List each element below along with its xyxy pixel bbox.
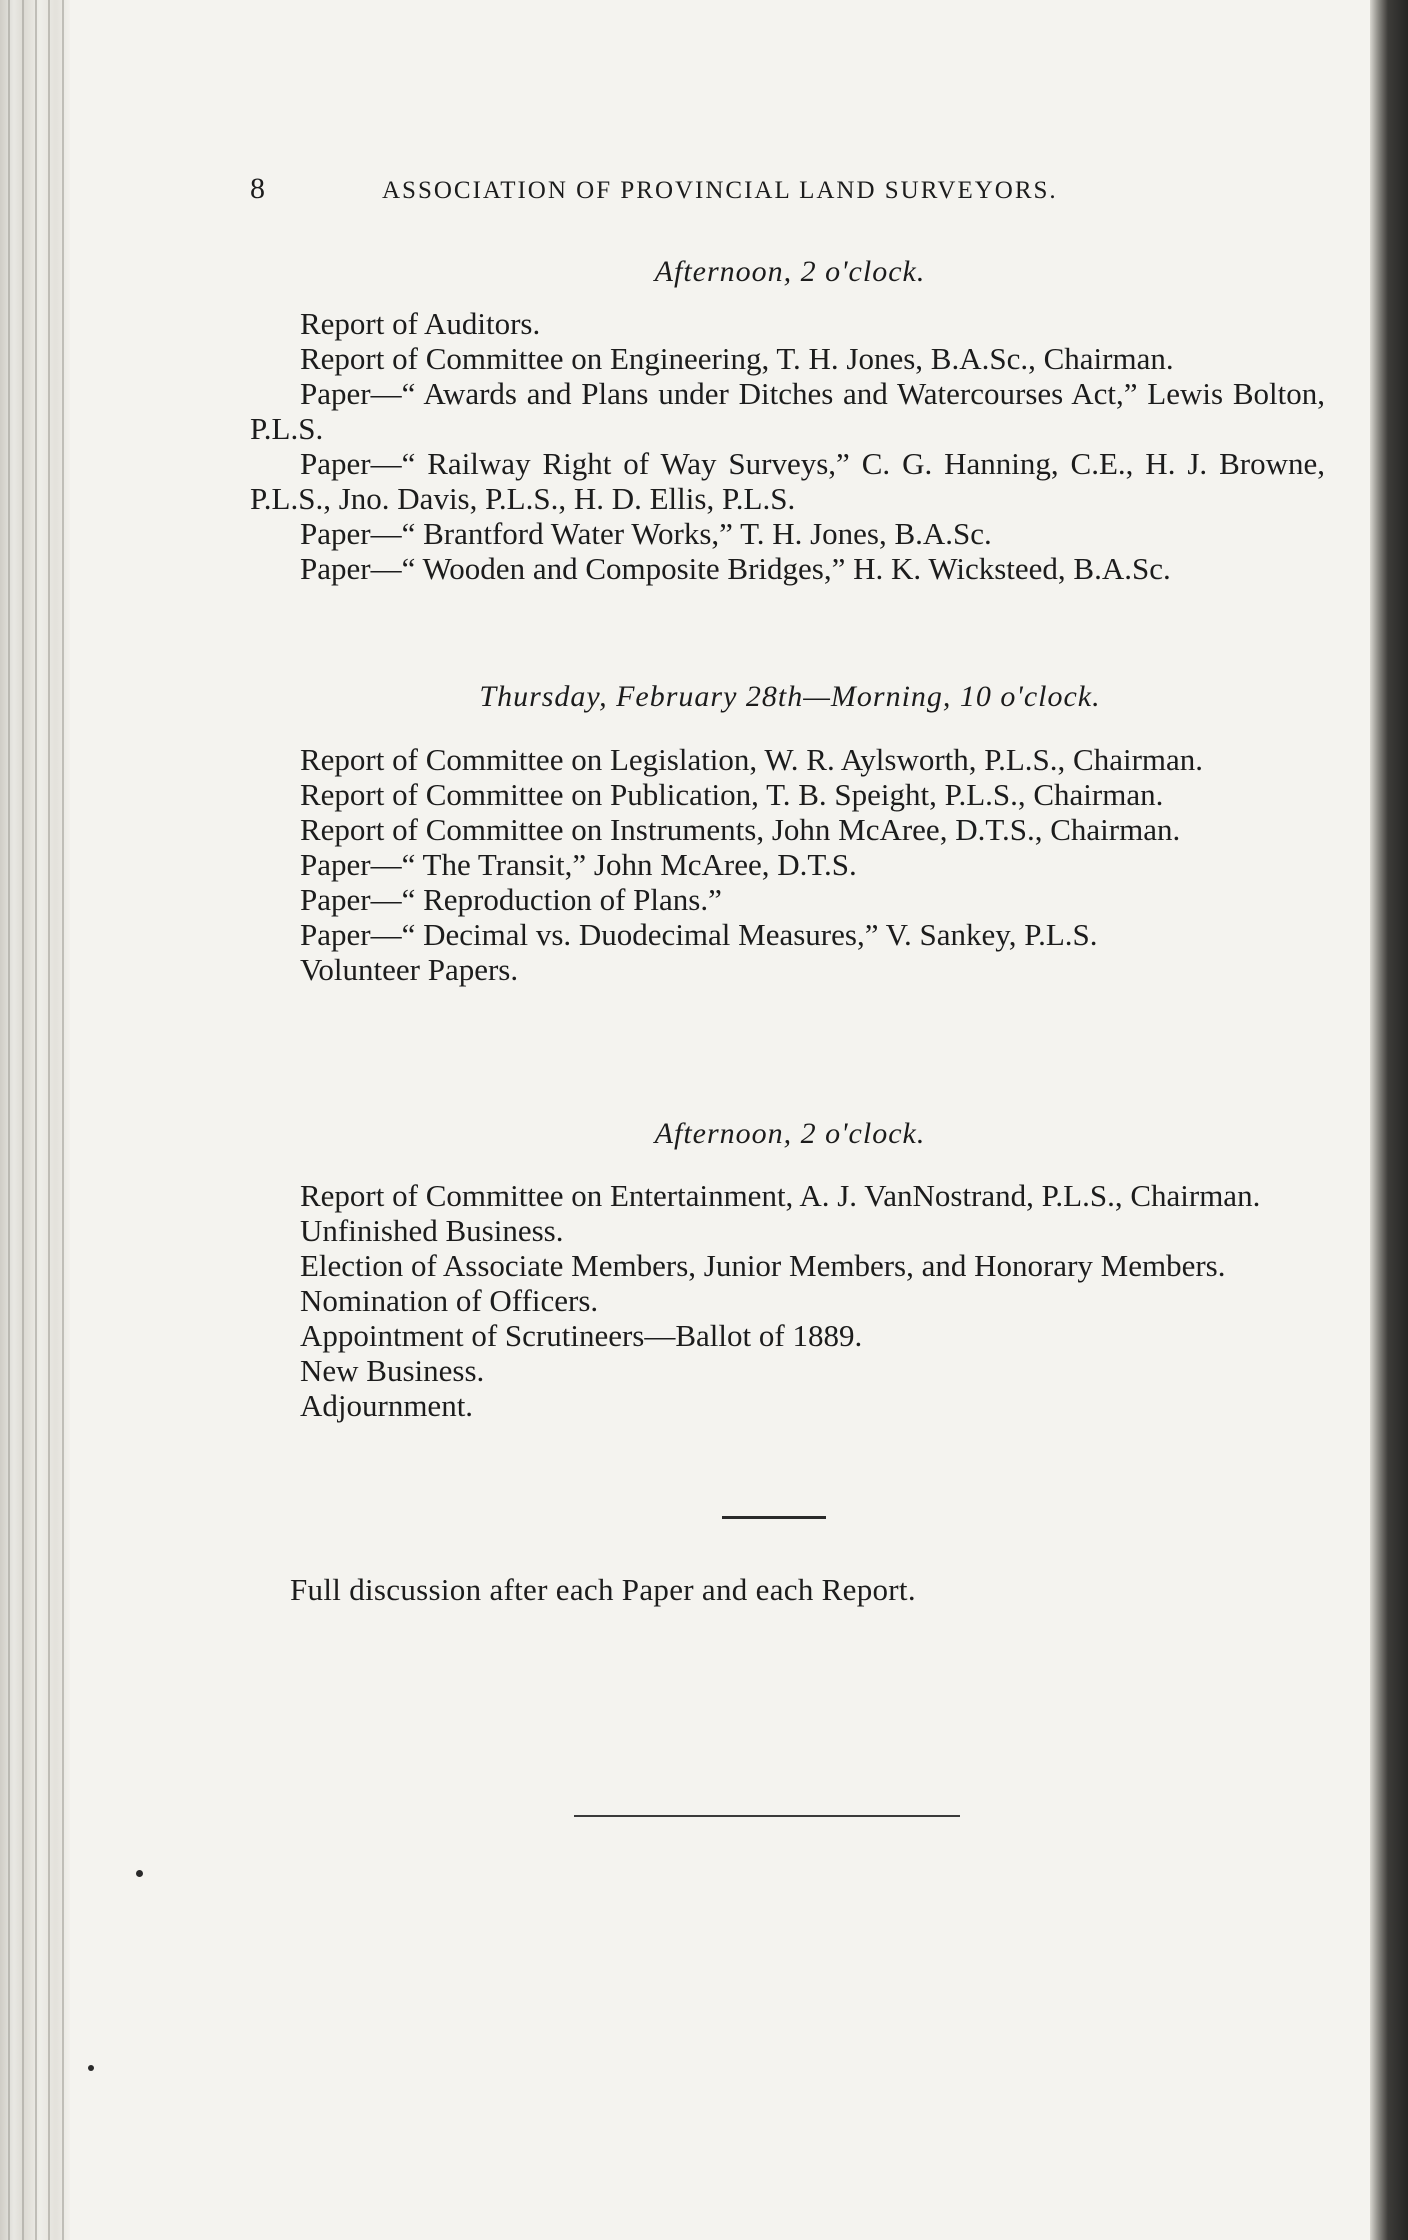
agenda-entry: Report of Committee on Entertainment, A. J. VanNostrand, P.L.S., Chairman. [300,1178,1261,1213]
section-divider-rule [722,1516,826,1519]
agenda-entry: Election of Associate Members, Junior Members, and Honorary Members. [300,1248,1226,1283]
section-entries [250,742,1325,987]
agenda-entry: Paper—“ Awards and Plans under Ditches and Watercourses Act,” Lewis Bolton, P.L.S. [250,376,1325,446]
agenda-entry: Volunteer Papers. [300,952,519,987]
agenda-entry: Nomination of Officers. [300,1283,599,1318]
agenda-entry: Appointment of Scrutineers—Ballot of 1889. [300,1318,863,1353]
agenda-entry: New Business. [300,1353,485,1388]
agenda-entry: Paper—“ Wooden and Composite Bridges,” H. K. Wicksteed, B.A.Sc. [300,551,1171,586]
agenda-entry: Paper—“ Brantford Water Works,” T. H. Jones, B.A.Sc. [300,516,992,551]
agenda-entry: Report of Committee on Instruments, John McAree, D.T.S., Chairman. [300,812,1181,847]
section-heading: Afternoon, 2 o'clock. [654,1117,926,1150]
closing-note: Full discussion after each Paper and each Report. [290,1572,916,1607]
running-head-title: ASSOCIATION OF PROVINCIAL LAND SURVEYORS. [382,177,1058,204]
page-number: 8 [250,172,267,205]
footer-rule [574,1815,960,1817]
agenda-entry: Report of Auditors. [300,306,541,341]
agenda-entry: Paper—“ Railway Right of Way Surveys,” C. G. Hanning, C.E., H. J. Browne, P.L.S., Jno. Davis, P.L.S., H. D. Ellis, P.L.S. [250,446,1325,516]
agenda-entry: Paper—“ The Transit,” John McAree, D.T.S. [300,847,857,882]
section-entries [250,1178,1325,1423]
agenda-entry: Unfinished Business. [300,1213,564,1248]
section-heading: Thursday, February 28th—Morning, 10 o'clock. [479,680,1101,713]
print-speck [88,2065,94,2071]
agenda-entry: Adjournment. [300,1388,474,1423]
print-speck [136,1870,143,1877]
agenda-entry: Report of Committee on Publication, T. B. Speight, P.L.S., Chairman. [300,777,1164,812]
section-heading: Afternoon, 2 o'clock. [654,255,926,288]
running-head [250,172,1250,206]
agenda-entry: Report of Committee on Legislation, W. R. Aylsworth, P.L.S., Chairman. [300,742,1204,777]
section-entries [250,306,1325,586]
agenda-entry: Report of Committee on Engineering, T. H. Jones, B.A.Sc., Chairman. [300,341,1174,376]
agenda-entry: Paper—“ Reproduction of Plans.” [300,882,722,917]
agenda-entry: Paper—“ Decimal vs. Duodecimal Measures,” V. Sankey, P.L.S. [300,917,1098,952]
